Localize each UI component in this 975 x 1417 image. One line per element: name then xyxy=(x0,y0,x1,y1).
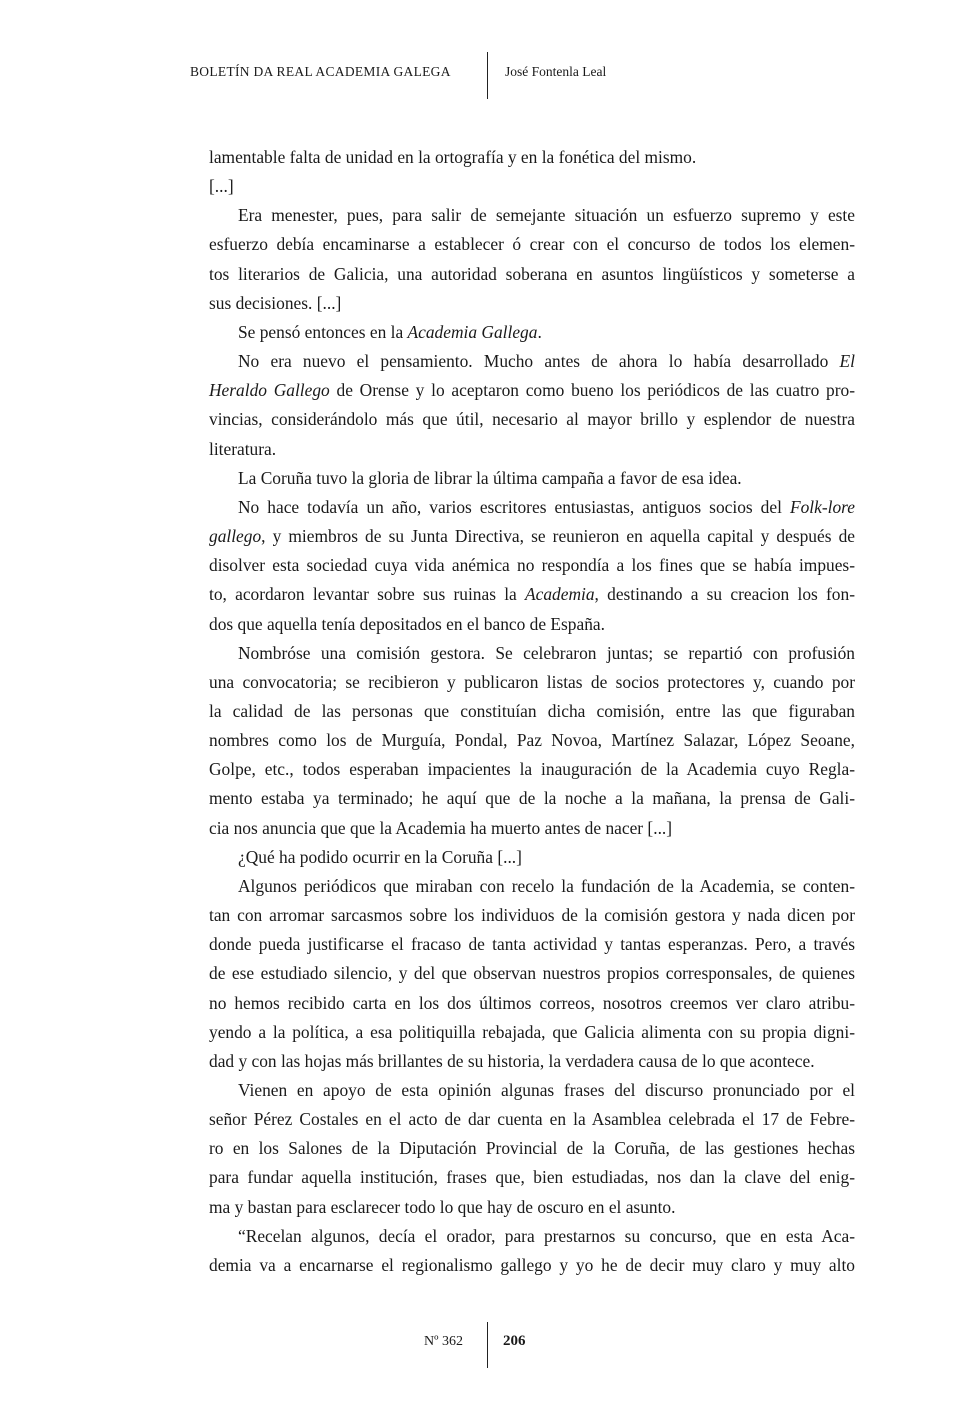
text-line xyxy=(209,1018,855,1047)
italic-text: El xyxy=(839,351,855,372)
article-body xyxy=(209,143,855,1280)
text-segment: mento estaba ya terminado; he aquí que de la noche a la mañana, la prensa de Gali- xyxy=(209,788,855,809)
text-segment: , destinando a su creacion los fon- xyxy=(594,584,855,605)
paragraph xyxy=(209,872,855,1076)
text-line xyxy=(209,347,855,376)
text-segment: no hemos recibido carta en los dos últimos correos, nosotros creemos ver claro atribu- xyxy=(209,992,855,1013)
text-segment: La Coruña tuvo la gloria de librar la última campaña a favor de esa idea. xyxy=(238,467,742,488)
text-line xyxy=(209,172,855,201)
text-segment: dos que aquella tenía depositados en el banco de España. xyxy=(209,613,605,634)
text-segment: yendo a la política, a esa politiquilla rebajada, que Galicia alimenta con su propia digni- xyxy=(209,1021,855,1042)
text-segment: esfuerzo debía encaminarse a establecer ó crear con el concurso de todos los elemen- xyxy=(209,234,855,255)
text-segment: Se pensó entonces en la xyxy=(238,321,408,342)
header-divider xyxy=(487,52,488,99)
issue-number: Nº 362 xyxy=(424,1334,463,1349)
text-segment: dad y con las hojas más brillantes de su historia, la verdadera causa de lo que acontece. xyxy=(209,1050,815,1071)
text-segment: la calidad de las personas que constituían dicha comisión, entre las que figuraban xyxy=(209,700,855,721)
text-line xyxy=(209,901,855,930)
text-segment: cia nos anuncia que que la Academia ha muerto antes de nacer [...] xyxy=(209,817,673,838)
text-segment: tan con arromar sarcasmos sobre los individuos de la comisión gestora y nada dicen por xyxy=(209,905,855,926)
paragraph xyxy=(209,318,855,347)
italic-text: Academia xyxy=(525,584,595,605)
text-line xyxy=(209,843,855,872)
text-line xyxy=(209,1076,855,1105)
text-segment: para fundar aquella institución, frases que, bien estudiadas, nos dan la clave del enig- xyxy=(209,1167,855,1188)
text-segment: “Recelan algunos, decía el orador, para prestarnos su concurso, que en esta Aca- xyxy=(238,1225,855,1246)
text-line xyxy=(209,1105,855,1134)
text-segment: to, acordaron levantar sobre sus ruinas la xyxy=(209,584,525,605)
text-segment: una convocatoria; se recibieron y publicaron listas de socios protectores y, cuando por xyxy=(209,671,855,692)
paragraph xyxy=(209,201,855,318)
text-segment: demia va a encarnarse el regionalismo gallego y yo he de decir muy claro y muy alto xyxy=(209,1254,855,1275)
text-segment: Nombróse una comisión gestora. Se celebraron juntas; se repartió con profusión xyxy=(238,642,855,663)
paragraph xyxy=(209,1076,855,1222)
text-line xyxy=(209,959,855,988)
text-segment: de ese estudiado silencio, y del que observan nuestros propios corresponsales, de quienes xyxy=(209,963,855,984)
text-segment: donde pueda justificarse el fracaso de tanta actividad y tantas esperanzas. Pero, a través xyxy=(209,934,855,955)
text-line xyxy=(209,1163,855,1192)
italic-text: gallego xyxy=(209,526,262,547)
text-segment: Era menester, pues, para salir de semejante situación un esfuerzo supremo y este xyxy=(238,205,855,226)
text-line xyxy=(209,639,855,668)
text-line xyxy=(209,872,855,901)
text-segment: Vienen en apoyo de esta opinión algunas frases del discurso pronunciado por el xyxy=(238,1080,855,1100)
text-segment: vincias, considerándolo más que útil, necesario al mayor brillo y esplendor de nuestra xyxy=(209,409,855,430)
text-line xyxy=(209,755,855,784)
text-segment: nombres como los de Murguía, Pondal, Paz Novoa, Martínez Salazar, López Seoane, xyxy=(209,730,855,751)
text-line xyxy=(209,551,855,580)
text-segment: tos literarios de Galicia, una autoridad soberana en asuntos lingüísticos y someterse a xyxy=(209,263,855,284)
paragraph xyxy=(209,493,855,639)
text-segment: No era nuevo el pensamiento. Mucho antes de ahora lo había desarrollado xyxy=(238,351,840,372)
journal-title: BOLETÍN DA REAL ACADEMIA GALEGA xyxy=(190,64,451,79)
text-segment: No hace todavía un año, varios escritores entusiastas, antiguos socios del xyxy=(238,496,790,517)
text-line xyxy=(209,435,855,464)
text-segment: literatura. xyxy=(209,438,277,459)
text-line xyxy=(209,376,855,405)
text-line xyxy=(209,1251,855,1280)
text-segment: señor Pérez Costales en el acto de dar cuenta en la Asamblea celebrada el 17 de Febre- xyxy=(209,1109,855,1130)
text-line xyxy=(209,143,855,172)
italic-text: Academia Gallega xyxy=(407,321,538,342)
text-segment: lamentable falta de unidad en la ortografía y en la fonética del mismo. xyxy=(209,147,697,167)
text-segment: ¿Qué ha podido ocurrir en la Coruña [...] xyxy=(238,846,522,867)
text-segment: , y miembros de su Junta Directiva, se reunieron en aquella capital y después de xyxy=(261,526,855,547)
paragraph xyxy=(209,347,855,464)
text-line xyxy=(209,493,855,522)
text-line xyxy=(209,289,855,318)
page-number: 206 xyxy=(503,1333,526,1349)
text-line xyxy=(209,318,855,347)
paragraph xyxy=(209,639,855,843)
text-segment: ro en los Salones de la Diputación Provincial de la Coruña, de las gestiones hechas xyxy=(209,1138,855,1159)
text-line xyxy=(209,726,855,755)
text-line xyxy=(209,405,855,434)
text-line xyxy=(209,1193,855,1222)
footer-divider xyxy=(487,1322,488,1368)
paragraph xyxy=(209,1222,855,1280)
text-line xyxy=(209,464,855,493)
text-segment: sus decisiones. [...] xyxy=(209,292,342,313)
text-line xyxy=(209,1047,855,1076)
italic-text: Folk-lore xyxy=(789,496,855,517)
text-segment: ma y bastan para esclarecer todo lo que hay de oscuro en el asunto. xyxy=(209,1196,676,1217)
text-line xyxy=(209,201,855,230)
text-segment: Algunos periódicos que miraban con recelo la fundación de la Academia, se conten- xyxy=(238,875,855,896)
text-line xyxy=(209,989,855,1018)
text-line xyxy=(209,260,855,289)
text-line xyxy=(209,1222,855,1251)
paragraph xyxy=(209,143,855,172)
text-line xyxy=(209,668,855,697)
italic-text: Heraldo Gallego xyxy=(209,380,330,401)
text-line xyxy=(209,230,855,259)
text-line xyxy=(209,610,855,639)
text-segment: disolver esta sociedad cuya vida anémica no respondía a los fines que se había impues- xyxy=(209,555,855,576)
paragraph xyxy=(209,843,855,872)
text-segment: . xyxy=(537,321,542,342)
paragraph xyxy=(209,172,855,201)
text-line xyxy=(209,814,855,843)
text-line xyxy=(209,784,855,813)
article-author: José Fontenla Leal xyxy=(505,64,607,79)
text-segment: Golpe, etc., todos esperaban impacientes la inauguración de la Academia cuyo Regla- xyxy=(209,759,855,780)
text-line xyxy=(209,580,855,609)
text-line xyxy=(209,522,855,551)
text-segment: de Orense y lo aceptaron como bueno los periódicos de las cuatro pro- xyxy=(329,380,855,401)
text-line xyxy=(209,697,855,726)
paragraph xyxy=(209,464,855,493)
text-line xyxy=(209,930,855,959)
text-line xyxy=(209,1134,855,1163)
text-segment: [...] xyxy=(209,176,234,197)
